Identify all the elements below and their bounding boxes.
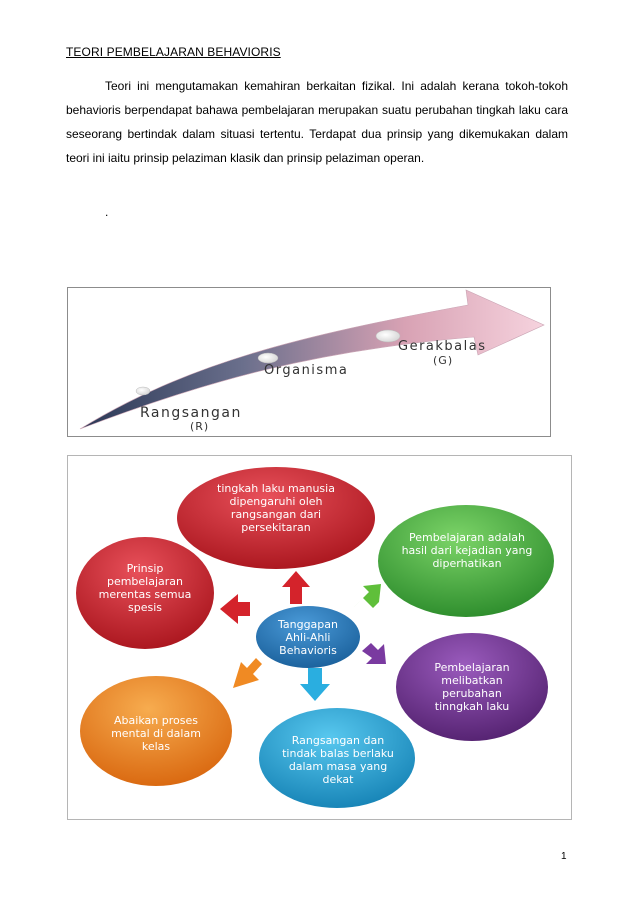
stage1-abbr: (R) [190, 420, 210, 433]
behaviorist-views-diagram [67, 455, 572, 820]
arrow-left-icon [220, 594, 250, 624]
center-text: Tanggapan Ahli-Ahli Behavioris [277, 617, 338, 657]
arrow-down-icon [300, 668, 330, 701]
stage-marker-1 [136, 387, 150, 395]
right-top-text: Pembelajaran adalah hasil dari kejadian yang diperhatikan [401, 530, 533, 570]
stray-dot: . [105, 205, 109, 219]
document-heading: TEORI PEMBELAJARAN BEHAVIORIS [66, 45, 281, 59]
stage2-label: Organisma [264, 363, 349, 378]
arrow-up-icon [282, 571, 310, 604]
page-number: 1 [561, 851, 567, 862]
arrow-up-right-icon [354, 584, 381, 608]
top-text: tingkah laku manusia dipengaruhi oleh rangsangan dari persekitaran [217, 482, 335, 534]
right-bottom-text: Pembelajaran melibatkan perubahan tinngkah laku [434, 661, 510, 713]
left-bottom-text: Abaikan proses mental di dalam kelas [111, 713, 201, 753]
intro-paragraph: Teori ini mengutamakan kemahiran berkaitan fizikal. Ini adalah kerana tokoh-tokoh behavioris berpendapat bahawa pembelajaran merupakan suatu perubahan tingkah laku cara seseorang bertindak dalam situasi tertentu. Terdapat dua prinsip yang dikemukakan dalam teori ini iaitu prinsip pelaziman klasik dan prinsip pelaziman operan. [66, 79, 568, 165]
stage1-label: Rangsangan [140, 405, 242, 421]
stage-marker-2 [258, 353, 278, 363]
stage3-label: Gerakbalas [398, 339, 487, 354]
stage-marker-3 [376, 330, 400, 342]
arrow-down-left-icon [233, 658, 262, 688]
stimulus-response-arrow-graphic [68, 288, 550, 436]
stage3-abbr: (G) [433, 354, 454, 367]
left-top-text: Prinsip pembelajaran merentas semua spesis [98, 562, 192, 614]
bottom-text: Rangsangan dan tindak balas berlaku dalam masa yang dekat [282, 734, 394, 786]
arrow-down-right-icon [362, 643, 386, 664]
stimulus-response-figure [67, 287, 551, 437]
